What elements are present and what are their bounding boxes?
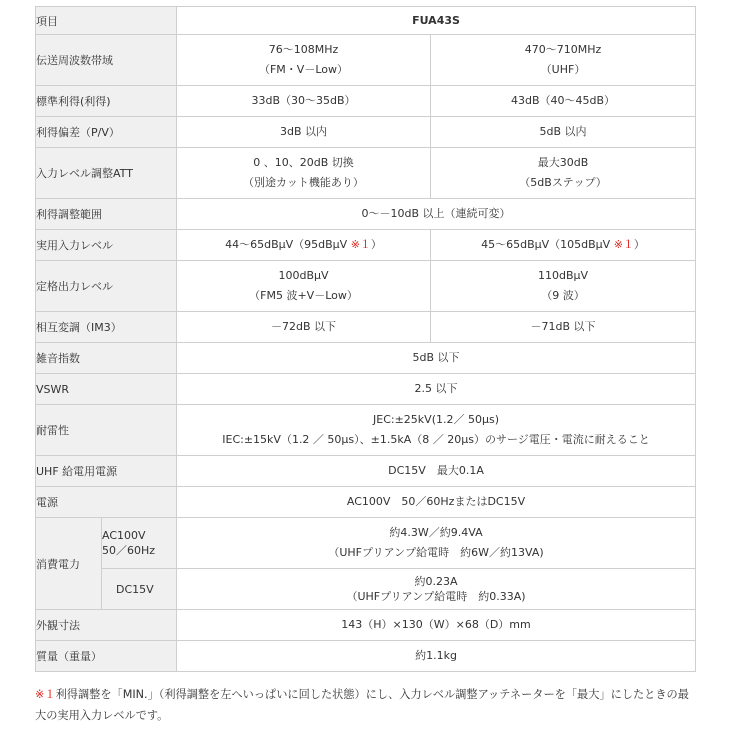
row-label: 耐雷性 (36, 405, 177, 456)
row-input-level (36, 230, 696, 261)
row-deviation (36, 117, 696, 148)
row-label: 標準利得(利得) (36, 86, 177, 117)
spec-table (35, 6, 696, 672)
row-label: 雑音指数 (36, 343, 177, 374)
row-power (36, 487, 696, 518)
header-item-label: 項目 (36, 7, 177, 35)
cell-uhf (431, 148, 696, 199)
cell-text: 45〜65dBμV（105dBμV (481, 238, 614, 251)
cell-line: （FM5 波+V－Low） (249, 289, 358, 302)
row-label: 入力レベル調整ATT (36, 148, 177, 199)
row-label: 電源 (36, 487, 177, 518)
cell-line: （FM・V－Low） (258, 63, 348, 76)
header-model: FUA43S (177, 7, 696, 35)
cell-value (177, 569, 696, 610)
cell-value (177, 405, 696, 456)
row-im3 (36, 312, 696, 343)
row-output-level (36, 261, 696, 312)
row-surge (36, 405, 696, 456)
note-ref-mark: ※１ (613, 238, 634, 251)
footnote-mark: ※１ (35, 688, 56, 701)
sub-label-ac (102, 518, 177, 569)
cell-value (177, 518, 696, 569)
row-mass (36, 641, 696, 672)
cell-uhf: 5dB 以内 (431, 117, 696, 148)
row-gain-range (36, 199, 696, 230)
row-label: 利得偏差（P/V） (36, 117, 177, 148)
row-noise (36, 343, 696, 374)
cell-fm (177, 230, 431, 261)
cell-line: AC100V (102, 529, 146, 542)
cell-uhf: 43dB（40〜45dB） (431, 86, 696, 117)
cell-line: JEC:±25kV(1.2／ 50μs) (373, 413, 499, 426)
row-label: 定格出力レベル (36, 261, 177, 312)
cell-line: 100dBμV (278, 269, 329, 282)
note-ref-mark: ※１ (350, 238, 371, 251)
cell-fm: 33dB（30〜35dB） (177, 86, 431, 117)
row-gain (36, 86, 696, 117)
cell-line: 110dBμV (537, 269, 589, 282)
row-consumption-ac (36, 518, 696, 569)
row-dimensions (36, 610, 696, 641)
footnote-text: 利得調整を「MIN.」（利得調整を左へいっぱいに回した状態）にし、入力レベル調整アッテネーターを「最大」にしたときの最大の実用入力レベルです。 (35, 688, 689, 722)
cell-value: 2.5 以下 (177, 374, 696, 405)
cell-value: 0〜－10dB 以上（連続可変） (177, 199, 696, 230)
cell-line: 最大30dB (537, 156, 589, 169)
row-label: 伝送周波数帯域 (36, 35, 177, 86)
cell-value: 5dB 以下 (177, 343, 696, 374)
sub-label-dc: DC15V (102, 569, 177, 610)
cell-line: 約4.3W／約9.4VA (389, 526, 483, 539)
cell-line: IEC:±15kV（1.2 ／ 50μs）、±1.5kA（8 ／ 20μs）のサージ電圧・電流に耐えること (222, 433, 650, 446)
cell-text: ） (370, 238, 382, 251)
cell-value: DC15V 最大0.1A (177, 456, 696, 487)
row-consumption-dc (36, 569, 696, 610)
cell-fm (177, 261, 431, 312)
row-label: 実用入力レベル (36, 230, 177, 261)
cell-fm (177, 148, 431, 199)
row-uhf-power (36, 456, 696, 487)
cell-value: AC100V 50／60HzまたはDC15V (177, 487, 696, 518)
row-label: UHF 給電用電源 (36, 456, 177, 487)
row-att (36, 148, 696, 199)
cell-fm: 3dB 以内 (177, 117, 431, 148)
cell-value: 約1.1kg (177, 641, 696, 672)
header-row (36, 7, 696, 35)
row-label: VSWR (36, 374, 177, 405)
cell-line: 約0.23A (414, 575, 458, 588)
cell-line: （5dBステップ） (519, 176, 607, 189)
cell-line: （UHFプリアンプ給電時 約0.33A) (346, 590, 526, 603)
cell-value: 143（H）×130（W）×68（D）mm (177, 610, 696, 641)
cell-uhf (431, 230, 696, 261)
row-band (36, 35, 696, 86)
cell-line: 0 、10、20dB 切換 (253, 156, 354, 169)
cell-line: （UHFプリアンプ給電時 約6W／約13VA) (328, 546, 544, 559)
footnote (35, 684, 700, 726)
cell-line: 470〜710MHz (524, 43, 602, 56)
cell-fm (177, 35, 431, 86)
cell-line: （9 波） (541, 289, 585, 302)
cell-text: ） (633, 238, 645, 251)
row-label: 外観寸法 (36, 610, 177, 641)
cell-fm: －72dB 以下 (177, 312, 431, 343)
row-label: 質量（重量） (36, 641, 177, 672)
row-label: 利得調整範囲 (36, 199, 177, 230)
row-label: 消費電力 (36, 518, 102, 610)
cell-uhf (431, 261, 696, 312)
cell-line: 50／60Hz (102, 544, 156, 557)
cell-uhf (431, 35, 696, 86)
cell-text: 44〜65dBμV（95dBμV (225, 238, 351, 251)
cell-line: （UHF） (540, 63, 586, 76)
row-label: 相互変調（IM3） (36, 312, 177, 343)
row-vswr (36, 374, 696, 405)
cell-uhf: －71dB 以下 (431, 312, 696, 343)
cell-line: （別途カット機能あり） (243, 176, 364, 189)
cell-line: 76〜108MHz (268, 43, 339, 56)
